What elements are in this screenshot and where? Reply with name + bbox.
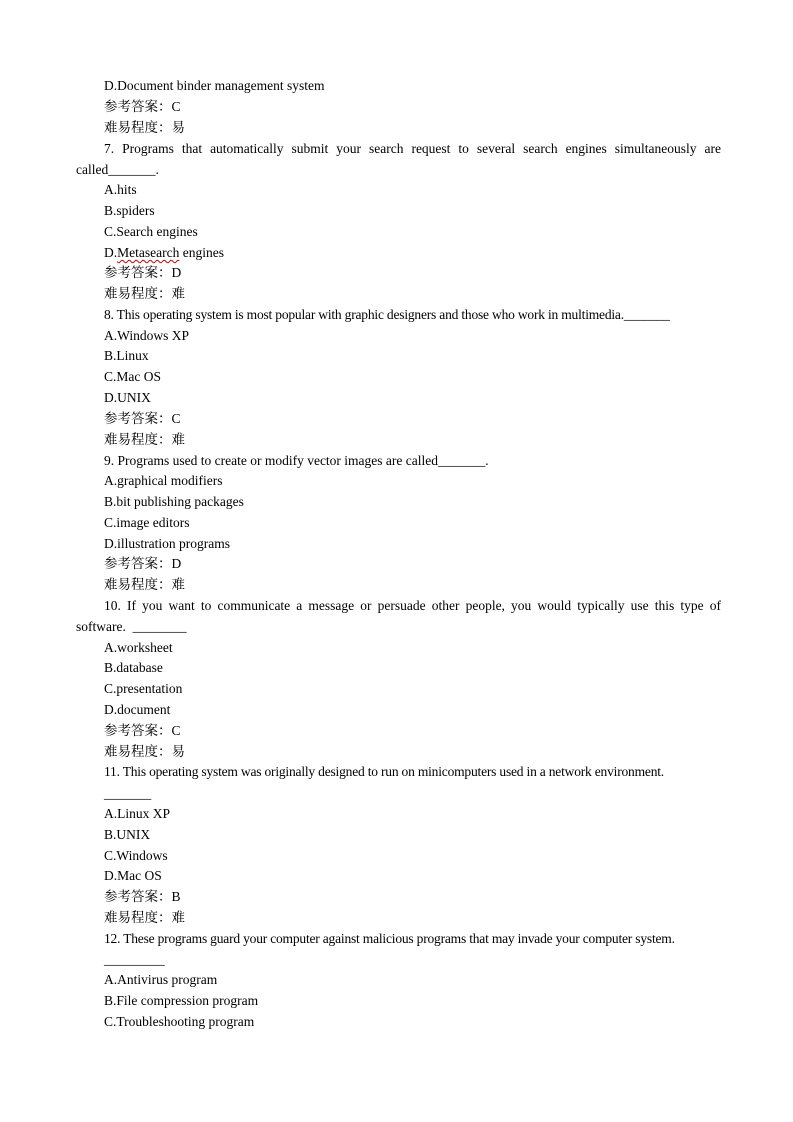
- q12-option-a: A.Antivirus program: [104, 972, 218, 987]
- q9-question: 9. Programs used to create or modify vector images are called_______.: [104, 453, 489, 468]
- q9-option-b: B.bit publishing packages: [104, 494, 244, 509]
- q7-option-a: A.hits: [104, 182, 137, 197]
- q9-option-c: C.image editors: [104, 515, 190, 530]
- q11-question-line2: _______: [104, 786, 152, 801]
- q6-difficulty: 难易程度：易: [104, 120, 185, 135]
- q10-question-line1: 10. If you want to communicate a message or persuade other people, you would typically use this type of: [104, 598, 721, 613]
- q12-question-line2: _________: [104, 952, 165, 967]
- q10-option-d: D.document: [104, 702, 171, 717]
- q11-question-line1: 11. This operating system was originally designed to run on minicomputers used in a network environment.: [104, 764, 664, 779]
- q7-option-d-rest: engines: [179, 245, 224, 260]
- q8-question: 8. This operating system is most popular with graphic designers and those who work in multimedia._______: [104, 307, 670, 322]
- q6-option-d: D.Document binder management system: [104, 78, 325, 93]
- q8-option-a: A.Windows XP: [104, 328, 189, 343]
- q7-difficulty: 难易程度：难: [104, 286, 185, 301]
- q7-option-d-prefix: D.: [104, 245, 118, 260]
- q9-option-a: A.graphical modifiers: [104, 473, 223, 488]
- q9-difficulty: 难易程度：难: [104, 577, 185, 592]
- q12-option-b: B.File compression program: [104, 993, 259, 1008]
- q11-option-b: B.UNIX: [104, 827, 151, 842]
- q8-option-d: D.UNIX: [104, 390, 151, 405]
- q10-option-a: A.worksheet: [104, 640, 173, 655]
- q11-difficulty: 难易程度：难: [104, 910, 185, 925]
- q10-question-line2: software. ________: [76, 619, 187, 634]
- q11-option-d: D.Mac OS: [104, 868, 162, 883]
- q9-answer: 参考答案：D: [104, 556, 182, 571]
- q10-option-c: C.presentation: [104, 681, 183, 696]
- q11-option-a: A.Linux XP: [104, 806, 171, 821]
- q10-option-b: B.database: [104, 660, 163, 675]
- q6-answer: 参考答案：C: [104, 99, 181, 114]
- q12-question-line1: 12. These programs guard your computer against malicious programs that may invade your computer system.: [104, 931, 675, 946]
- q9-option-d: D.illustration programs: [104, 536, 230, 551]
- q8-difficulty: 难易程度：难: [104, 432, 185, 447]
- q7-question-line2: called_______.: [76, 162, 159, 177]
- q10-difficulty: 难易程度：易: [104, 744, 185, 759]
- q7-option-b: B.spiders: [104, 203, 155, 218]
- q7-option-d: [104, 243, 224, 263]
- q7-answer: 参考答案：D: [104, 265, 182, 280]
- q12-option-c: C.Troubleshooting program: [104, 1014, 255, 1029]
- q8-answer: 参考答案：C: [104, 411, 181, 426]
- spellcheck-flagged-word: Metasearch: [117, 245, 180, 260]
- q10-answer: 参考答案：C: [104, 723, 181, 738]
- q11-answer: 参考答案：B: [104, 889, 181, 904]
- q7-question-line1: 7. Programs that automatically submit your search request to several search engines simultaneously are: [104, 141, 721, 156]
- q7-option-c: C.Search engines: [104, 224, 198, 239]
- q11-option-c: C.Windows: [104, 848, 168, 863]
- q8-option-c: C.Mac OS: [104, 369, 161, 384]
- q8-option-b: B.Linux: [104, 348, 149, 363]
